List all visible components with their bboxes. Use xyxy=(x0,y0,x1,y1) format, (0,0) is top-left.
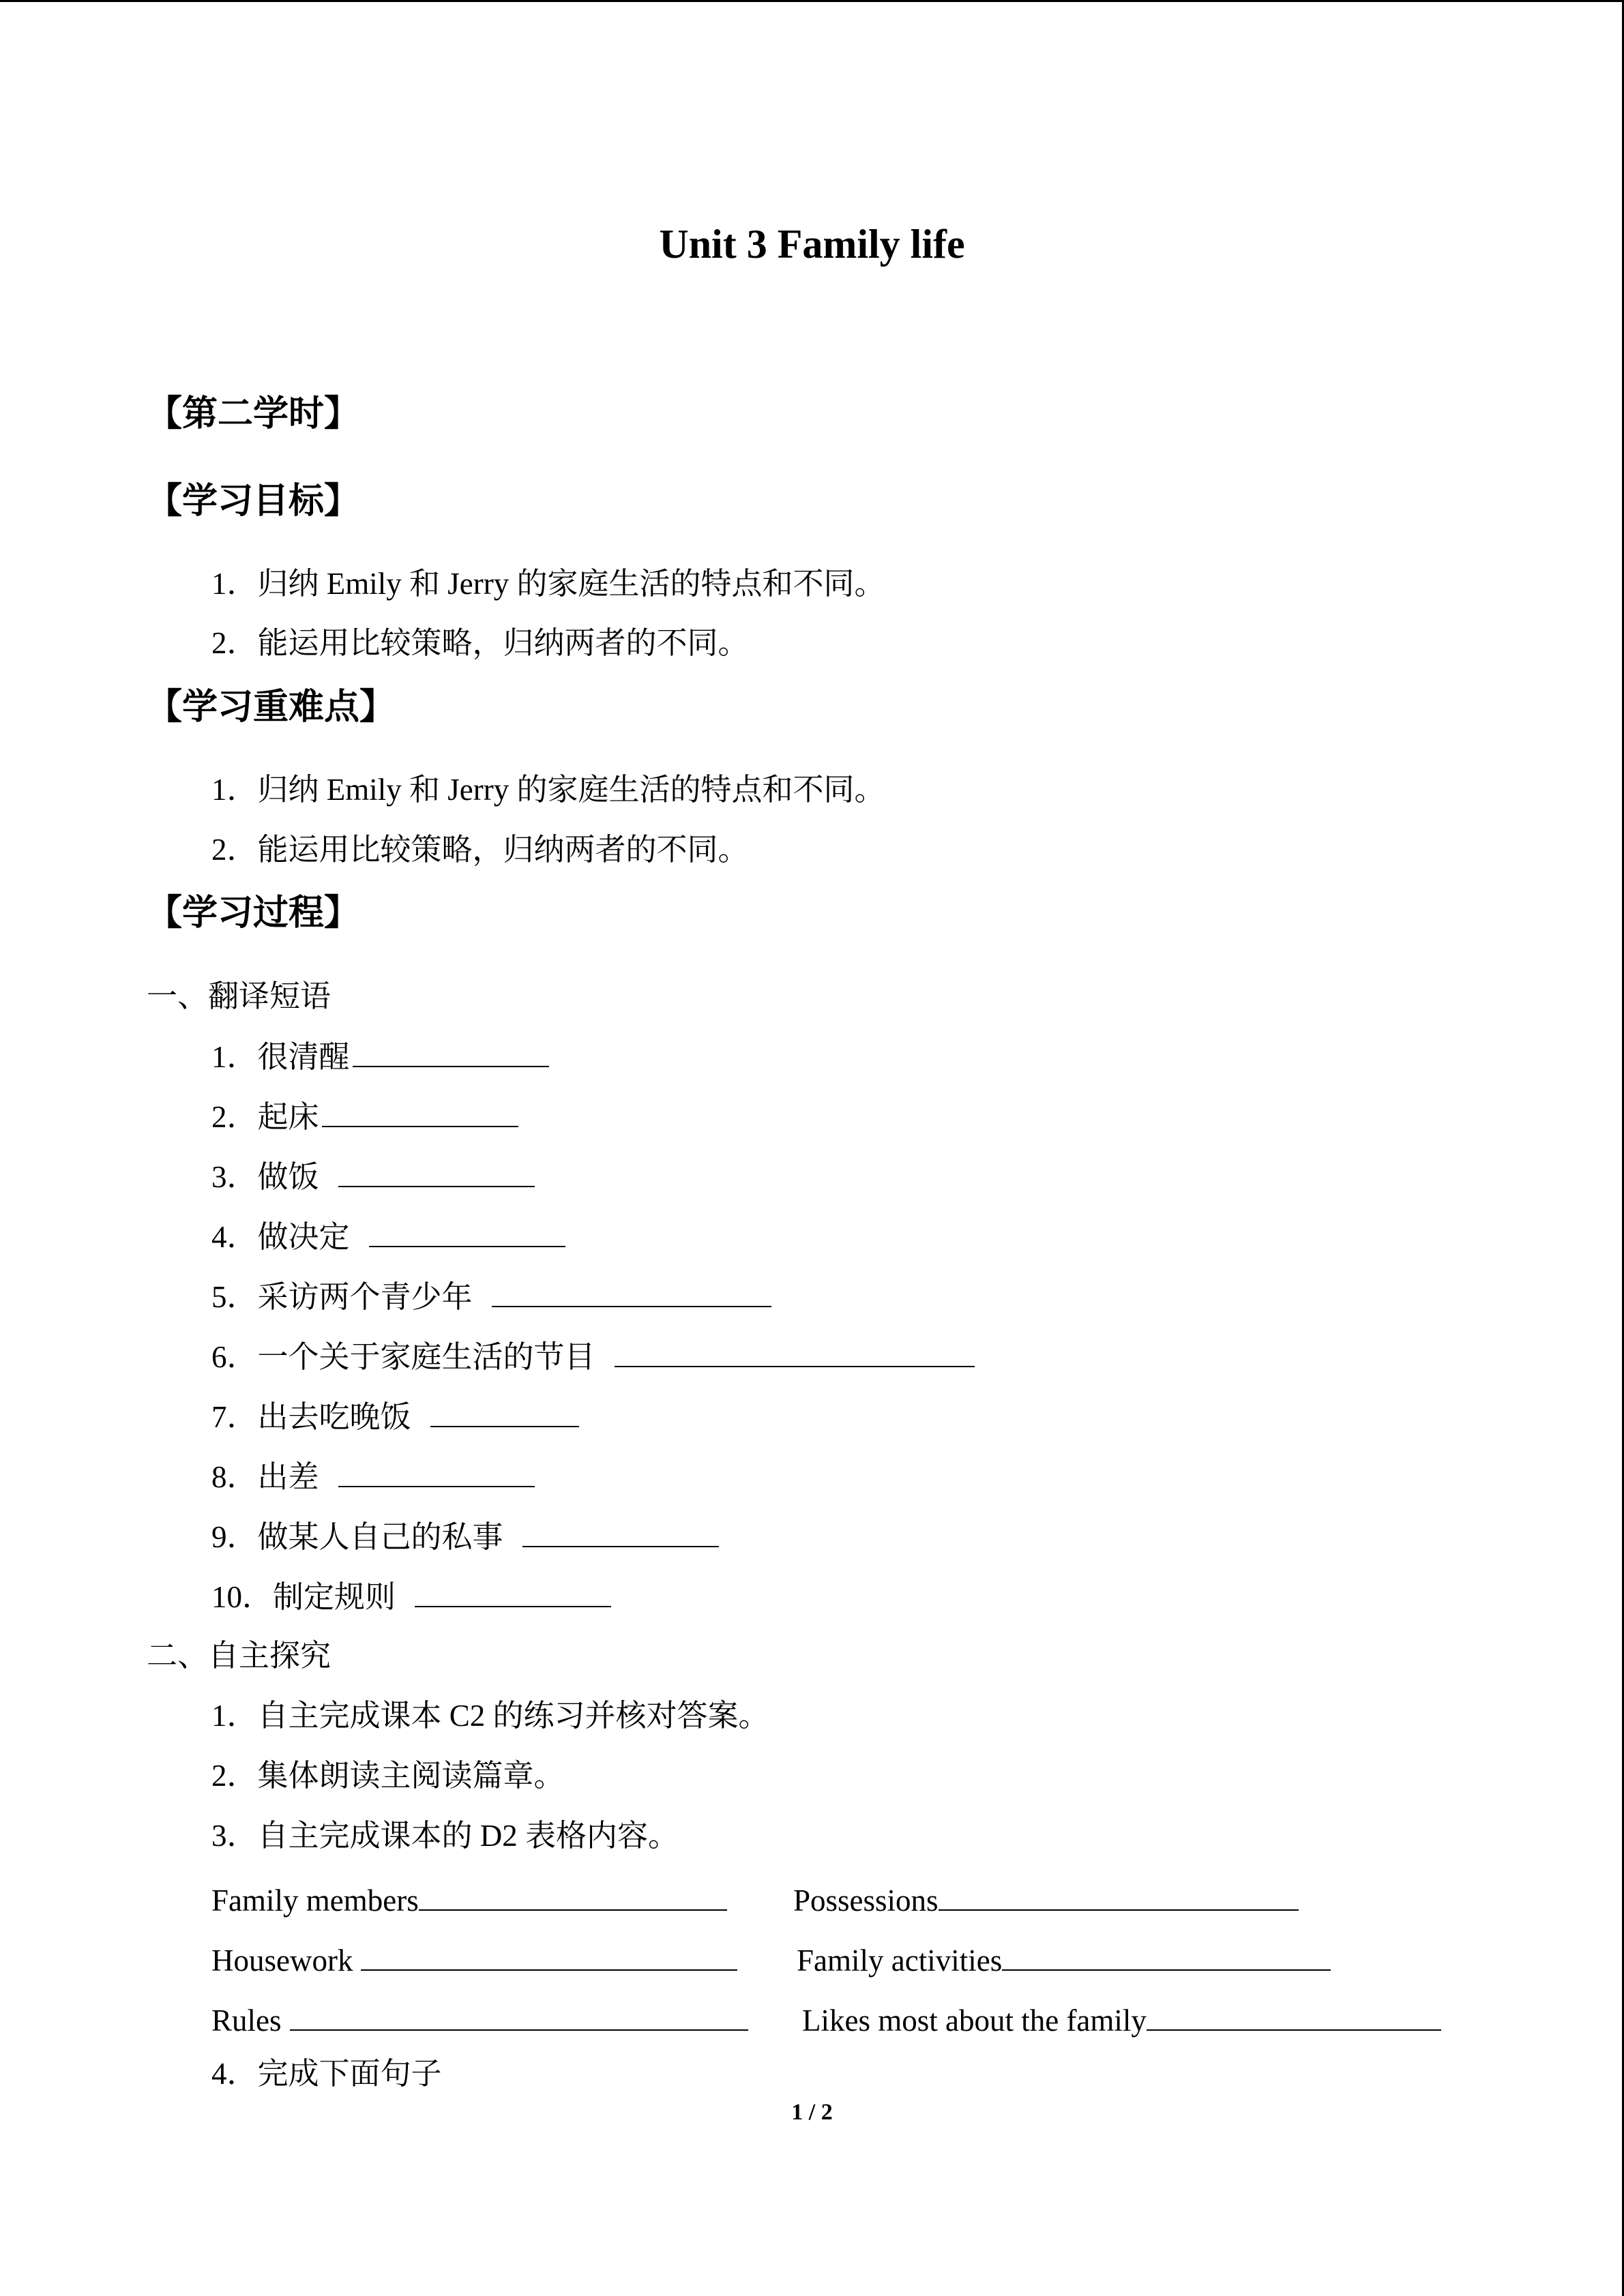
answer-blank[interactable] xyxy=(338,1452,535,1487)
part2-heading: 二、自主探究 xyxy=(147,1639,331,1673)
answer-blank[interactable] xyxy=(492,1272,771,1307)
key-point-item: 2．能运用比较策略，归纳两者的不同。 xyxy=(211,833,749,867)
objective-item: 2．能运用比较策略，归纳两者的不同。 xyxy=(211,626,749,660)
housework-field: Housework xyxy=(211,1935,737,1984)
answer-blank[interactable] xyxy=(615,1332,975,1367)
phrase-item: 3．做饭 xyxy=(211,1152,535,1201)
phrase-item: 2．起床 xyxy=(211,1092,518,1141)
answer-blank[interactable] xyxy=(419,1875,727,1911)
key-point-item: 1．归纳 Emily 和 Jerry 的家庭生活的特点和不同。 xyxy=(211,773,885,807)
phrase-item: 7．出去吃晚饭 xyxy=(211,1392,579,1441)
answer-blank[interactable] xyxy=(430,1392,579,1427)
likes-most-field: Likes most about the family xyxy=(802,1995,1441,2044)
answer-blank[interactable] xyxy=(1147,1995,1441,2031)
inquiry-item: 4．完成下面句子 xyxy=(211,2057,442,2091)
phrase-item: 1．很清醒 xyxy=(211,1032,549,1081)
answer-blank[interactable] xyxy=(415,1572,611,1607)
answer-blank[interactable] xyxy=(522,1512,719,1547)
section-process: 【学习过程】 xyxy=(147,894,360,933)
phrase-item: 8．出差 xyxy=(211,1452,535,1501)
section-period: 【第二学时】 xyxy=(147,395,360,434)
answer-blank[interactable] xyxy=(939,1875,1299,1911)
possessions-field: Possessions xyxy=(793,1875,1299,1924)
section-key-points: 【学习重难点】 xyxy=(147,688,396,727)
page-title: Unit 3 Family life xyxy=(659,222,965,267)
answer-blank[interactable] xyxy=(1002,1935,1331,1971)
part1-heading: 一、翻译短语 xyxy=(147,979,331,1013)
family-activities-field: Family activities xyxy=(797,1935,1331,1984)
phrase-item: 6．一个关于家庭生活的节目 xyxy=(211,1332,975,1381)
inquiry-item: 3．自主完成课本的 D2 表格内容。 xyxy=(211,1819,679,1853)
answer-blank[interactable] xyxy=(369,1212,565,1247)
answer-blank[interactable] xyxy=(290,1995,748,2031)
page-number: 1 / 2 xyxy=(791,2100,833,2125)
inquiry-item: 1．自主完成课本 C2 的练习并核对答案。 xyxy=(211,1699,769,1733)
family-members-field: Family members xyxy=(211,1875,727,1924)
section-objectives: 【学习目标】 xyxy=(147,482,360,521)
inquiry-item: 2．集体朗读主阅读篇章。 xyxy=(211,1759,565,1793)
phrase-item: 9．做某人自己的私事 xyxy=(211,1512,719,1561)
answer-blank[interactable] xyxy=(322,1092,518,1127)
answer-blank[interactable] xyxy=(338,1152,535,1187)
phrase-item: 10．制定规则 xyxy=(211,1572,611,1621)
answer-blank[interactable] xyxy=(353,1032,549,1067)
answer-blank[interactable] xyxy=(361,1935,737,1971)
phrase-item: 5．采访两个青少年 xyxy=(211,1272,771,1321)
objective-item: 1．归纳 Emily 和 Jerry 的家庭生活的特点和不同。 xyxy=(211,567,885,601)
phrase-item: 4．做决定 xyxy=(211,1212,565,1261)
rules-field: Rules xyxy=(211,1995,748,2044)
